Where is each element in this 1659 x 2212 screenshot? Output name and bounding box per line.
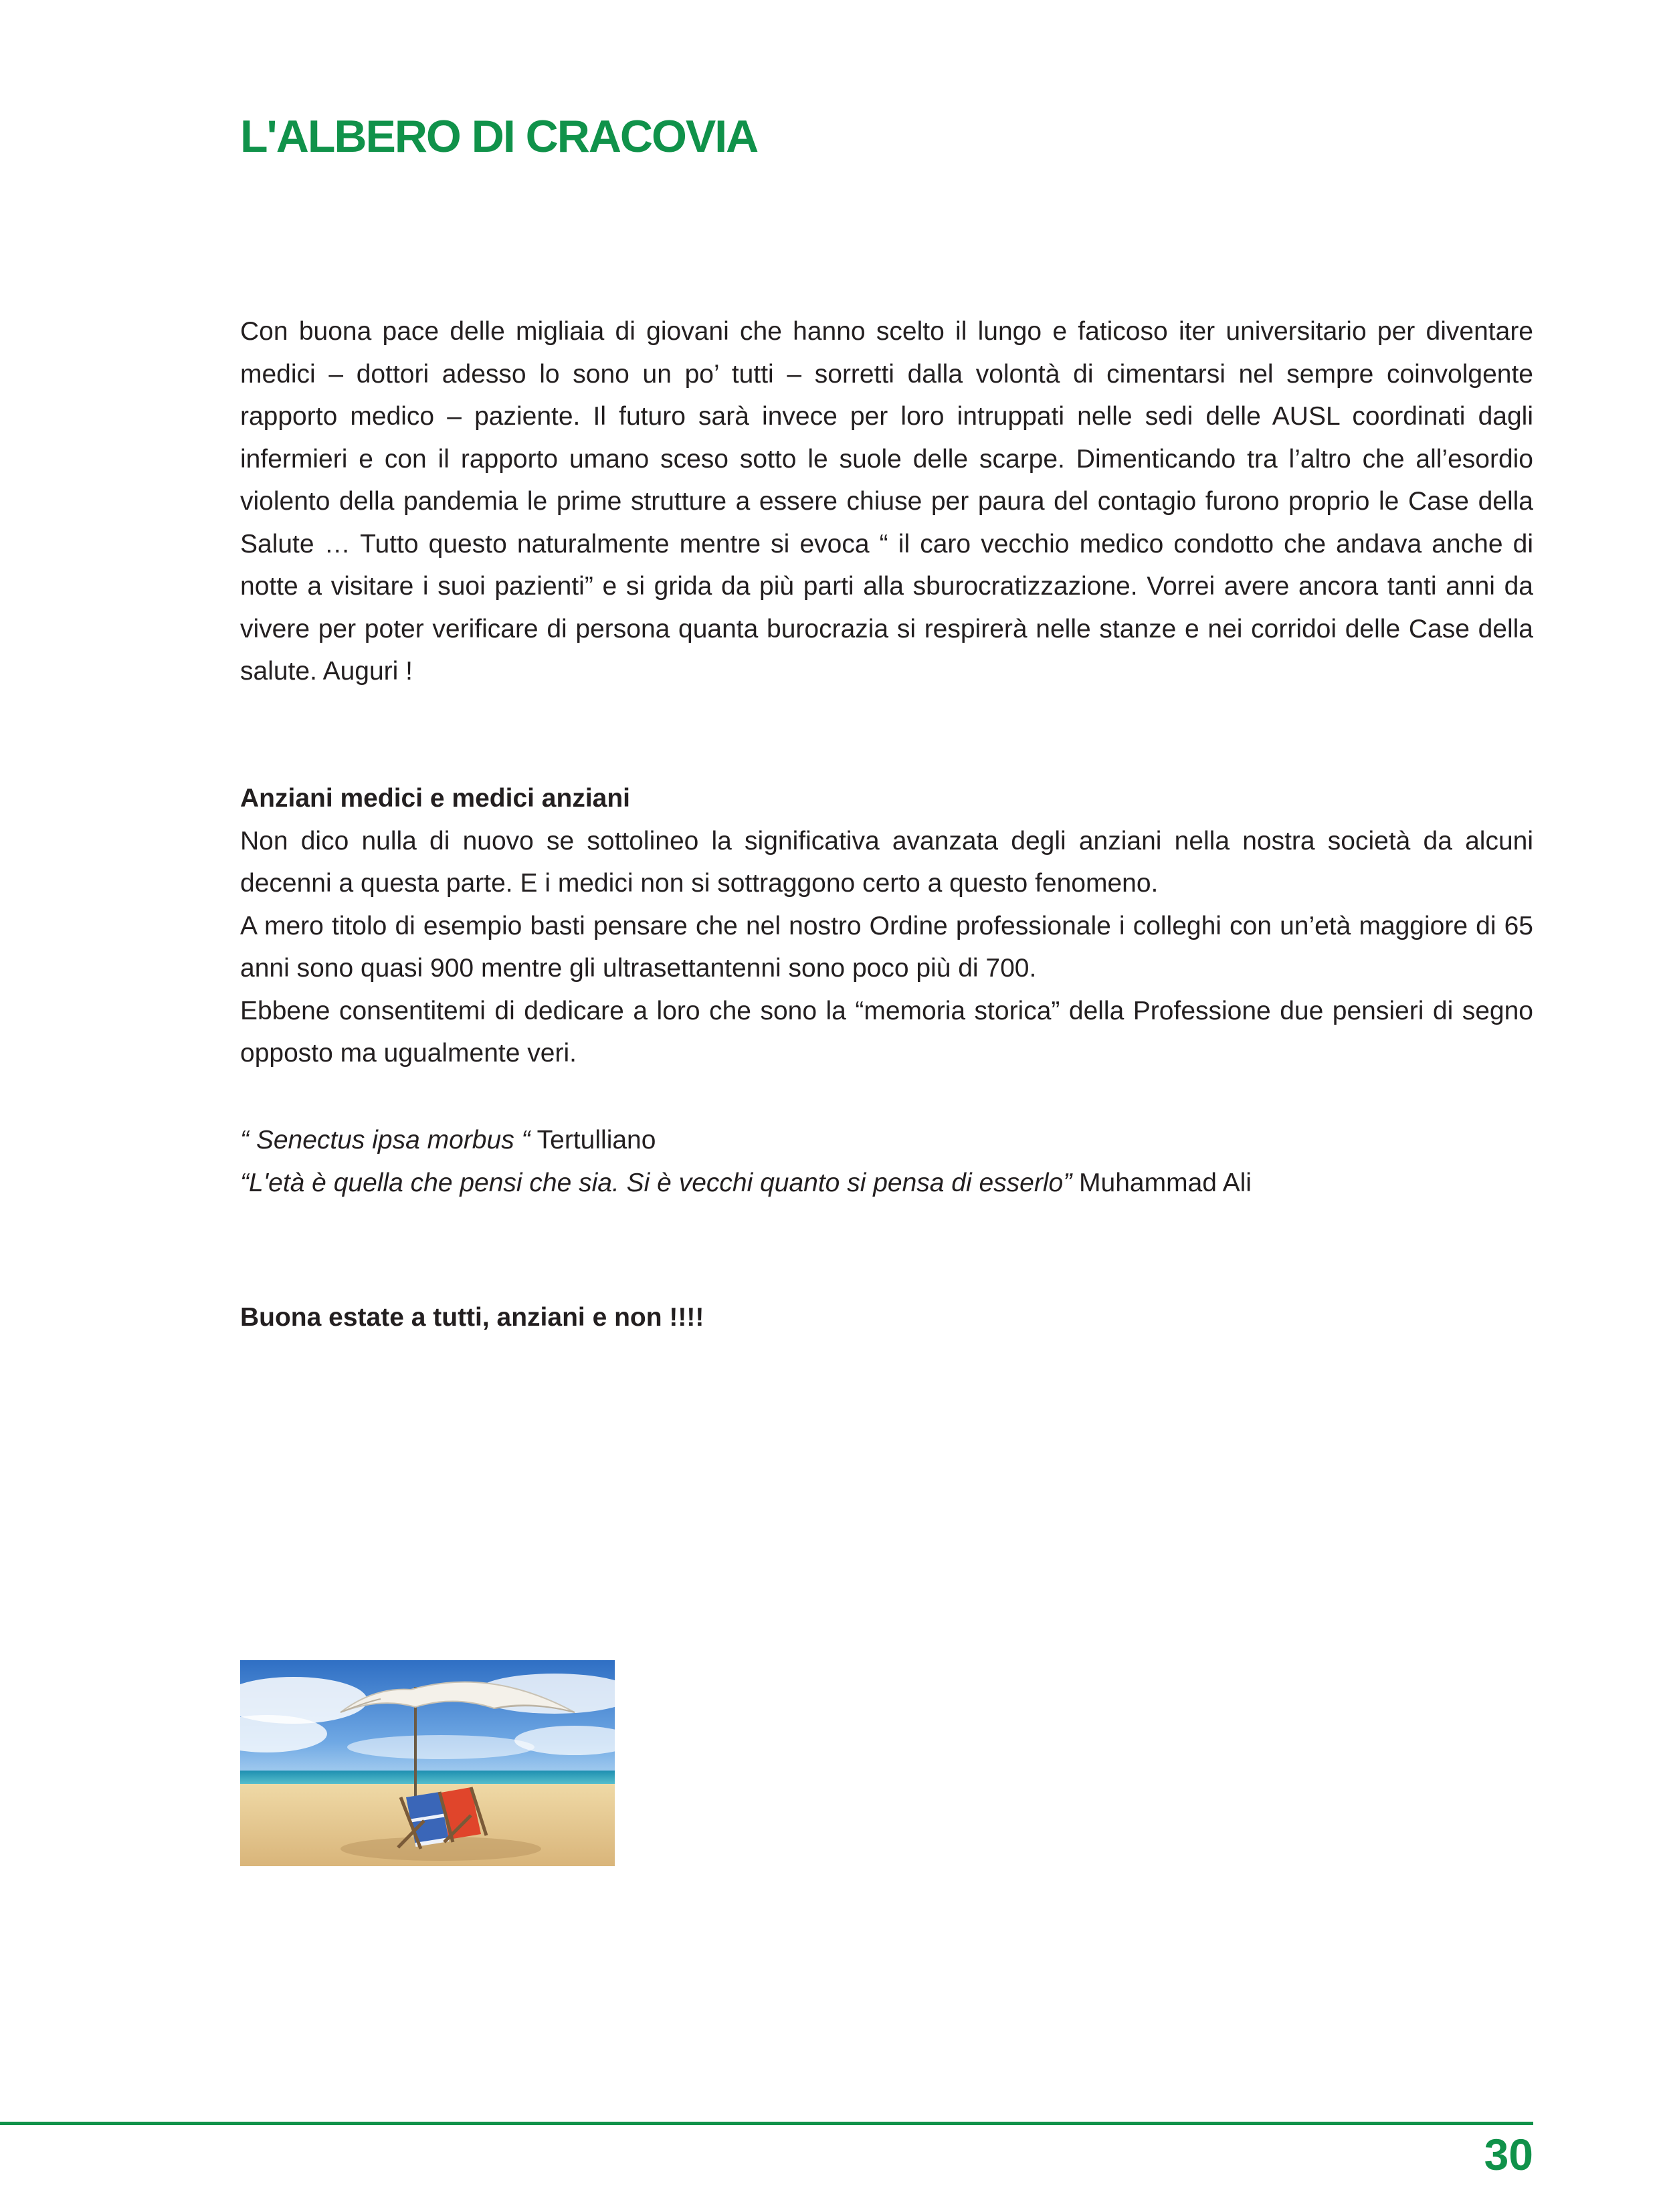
quote-line (240, 1119, 1533, 1162)
quote-text: “L'età è quella che pensi che sia. Si è vecchi quanto si pensa di esserlo” (240, 1168, 1072, 1197)
quote-line (240, 1162, 1533, 1205)
section-anziani (240, 777, 1533, 1075)
quote-author: Muhammad Ali (1079, 1168, 1252, 1197)
section-heading: Anziani medici e medici anziani (240, 784, 631, 813)
footer-divider (0, 2122, 1533, 2125)
quotes-block (240, 1119, 1533, 1204)
page-number: 30 (1484, 2130, 1533, 2179)
quote-text: “ Senectus ipsa morbus “ (240, 1126, 530, 1154)
section-paragraph: A mero titolo di esempio basti pensare che nel nostro Ordine professionale i colleghi con un’età maggiore di 65 anni sono quasi 900 mentre gli ultrasettantenni sono poco più di 700. (240, 911, 1533, 983)
page-title: L'ALBERO DI CRACOVIA (240, 111, 758, 162)
section-paragraph: Non dico nulla di nuovo se sottolineo la significativa avanzata degli anziani nella nostra società da alcuni decenni a questa parte. E i medici non si sottraggono certo a questo fenomeno. (240, 826, 1533, 898)
beach-umbrella-photo (240, 1660, 615, 1866)
closing-line: Buona estate a tutti, anziani e non !!!! (240, 1303, 704, 1332)
intro-text: Con buona pace delle migliaia di giovani che hanno scelto il lungo e faticoso iter universitario per diventare medici – dottori adesso lo sono un po’ tutti – sorretti dalla volontà di cimentarsi nel sempre coinvolgente rapporto medico – paziente. Il futuro sarà invece per loro intruppati nelle sedi delle AUSL coordinati dagli infermieri e con il rapporto umano sceso sotto le suole delle scarpe. Dimenticando tra l’altro che all’esordio violento della pandemia le prime strutture a essere chiuse per paura del contagio furono proprio le Case della Salute … Tutto questo naturalmente mentre si evoca “ il caro vecchio medico condotto che andava anche di notte a visitare i suoi pazienti” e si grida da più parti alla sburocratizzazione. Vorrei avere ancora tanti anni da vivere per poter verificare di persona quanta burocrazia si respirerà nelle stanze e nei corridoi delle Case della salute. Auguri ! (240, 317, 1533, 686)
quote-author: Tertulliano (536, 1126, 656, 1154)
intro-paragraph (240, 310, 1533, 693)
section-paragraph: Ebbene consentitemi di dedicare a loro che sono la “memoria storica” della Professione due pensieri di segno opposto ma ugualmente veri. (240, 996, 1533, 1068)
